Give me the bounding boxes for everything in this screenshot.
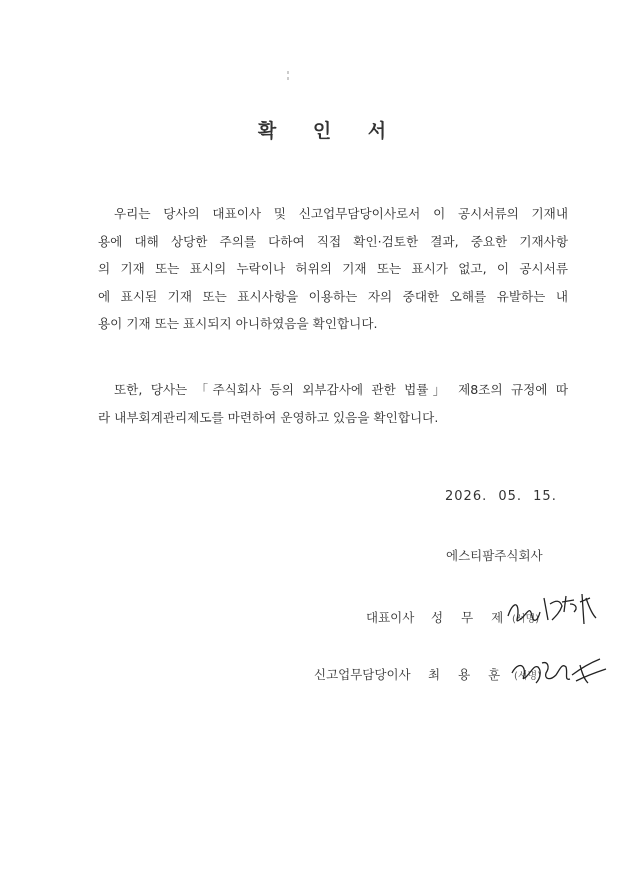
company-name: 에스티팜주식회사 xyxy=(446,548,543,563)
signer-name xyxy=(428,665,514,683)
title-char: 인 xyxy=(312,120,332,142)
paragraph-line: 우리는 당사의 대표이사 및 신고업무담당이사로서 이 공시서류의 기재내 xyxy=(114,206,568,221)
signer-disclosure-director xyxy=(314,665,542,683)
paragraph-line: 또한, 당사는 「주식회사 등의 외부감사에 관한 법률」 제8조의 규정에 따 xyxy=(114,382,568,397)
signer-ceo xyxy=(366,608,540,626)
director-signature xyxy=(510,653,610,691)
paragraph-line: 용이 기재 또는 표시되지 아니하였음을 확인합니다. xyxy=(98,316,378,331)
paragraph-line: 용에 대해 상당한 주의를 다하여 직접 확인·검토한 결과, 중요한 기재사항 xyxy=(98,233,568,249)
name-char: 성 xyxy=(431,610,444,625)
name-char: 무 xyxy=(461,610,474,625)
paragraph-line: 의 기재 또는 표시의 누락이나 허위의 기재 또는 표시가 없고, 이 공시서류 xyxy=(98,261,568,276)
paragraph-line: 라 내부회계관리제도를 마련하여 운영하고 있음을 확인합니다. xyxy=(98,409,439,425)
document-title xyxy=(0,116,644,143)
signature-label: (서명) xyxy=(512,614,540,625)
name-char: 제 xyxy=(491,610,504,625)
signature-label: (서명) xyxy=(514,671,542,682)
title-char: 서 xyxy=(367,120,387,142)
ceo-signature xyxy=(504,590,600,632)
internal-control-paragraph xyxy=(98,376,568,431)
name-char: 최 xyxy=(428,667,441,682)
confirmation-paragraph xyxy=(98,200,568,338)
name-char: 용 xyxy=(458,667,471,682)
document-date: 2026. 05. 15. xyxy=(445,489,557,504)
signer-role: 신고업무담당이사 xyxy=(314,667,411,682)
paragraph-line: 에 표시된 기재 또는 표시사항을 이용하는 자의 중대한 오해를 유발하는 내 xyxy=(98,288,568,304)
name-char: 훈 xyxy=(488,667,501,682)
title-char: 확 xyxy=(257,120,277,142)
signer-role: 대표이사 xyxy=(366,610,415,625)
scan-mark xyxy=(287,66,289,76)
